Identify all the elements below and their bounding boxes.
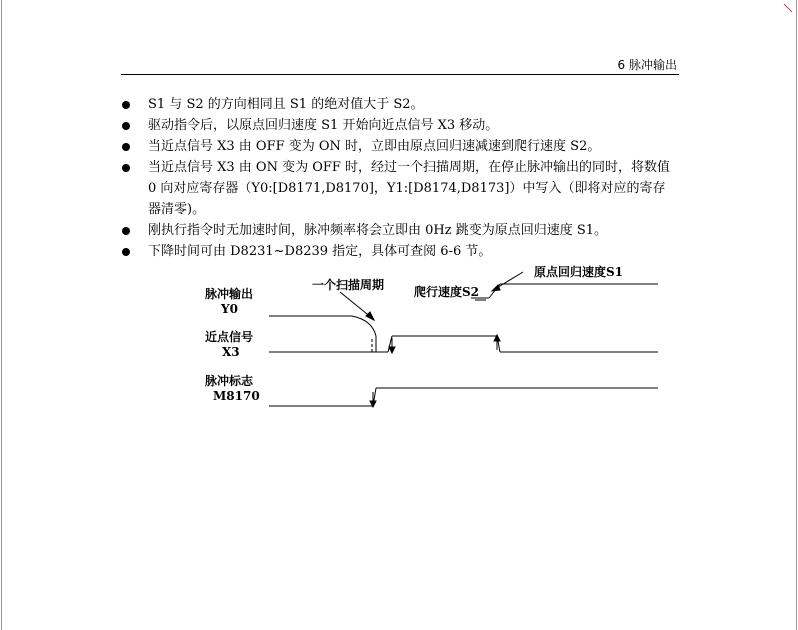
origin-speed-label: 原点回归速度S1 — [534, 265, 624, 279]
pulse-flag-sub-label: M8170 — [213, 389, 260, 403]
bullet-text: S1 与 S2 的方向相同且 S1 的绝对值大于 S2。 — [148, 97, 424, 112]
near-signal-label: 近点信号 — [205, 330, 254, 344]
bullet-text: 当近点信号 X3 由 ON 变为 OFF 时，经过一个扫描周期，在停止脉冲输出的同时，将数值 0 向对应寄存器（Y0:[D8171,D8170]，Y1:[D8174,D8173]）中写入（即将对应的寄存器清零)。 — [148, 160, 671, 217]
pulse-flag-waveform — [269, 388, 658, 406]
near-signal-waveform — [269, 336, 658, 352]
creep-speed-label: 爬行速度S2 — [414, 285, 480, 299]
pulse-output-sub-label: Y0 — [221, 302, 238, 316]
bullet-text: 下降时间可由 D8231~D8239 指定，具体可查阅 6-6 节。 — [148, 244, 492, 259]
pulse-flag-label: 脉冲标志 — [205, 374, 254, 388]
scan-cycle-label: 一个扫描周期 — [312, 278, 385, 292]
bullet-text: 当近点信号 X3 由 OFF 变为 ON 时，立即由原点回归速减速到爬行速度 S2。 — [148, 139, 601, 154]
bullet-text: 刚执行指令时无加速时间，脉冲频率将会立即由 0Hz 跳变为原点回归速度 S1。 — [148, 223, 608, 238]
bullet-text: 驱动指令后，以原点回归速度 S1 开始向近点信号 X3 移动。 — [148, 118, 499, 133]
pulse-output-label: 脉冲输出 — [205, 287, 254, 301]
near-signal-sub-label: X3 — [222, 345, 240, 359]
header-title: 6 脉冲输出 — [617, 58, 677, 72]
